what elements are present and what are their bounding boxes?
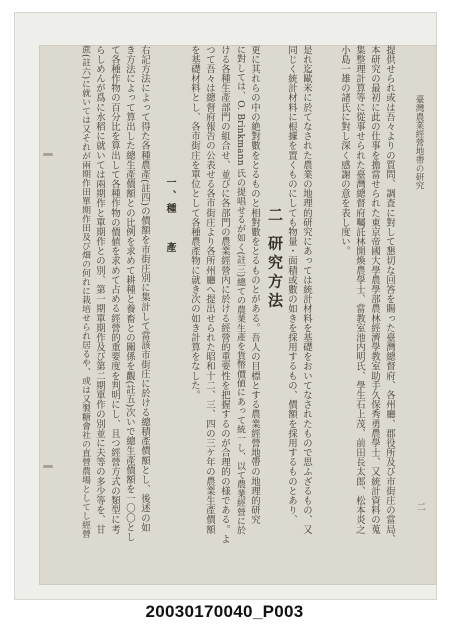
method-line: 同じく統計材料に根據を置くものにしても物量・面積或數の如きを採用するもの、價額を採用するものとあり、 bbox=[286, 45, 297, 525]
method-line: ける各種生產部門の組合せ、並びに各部門の農業經營内に於ける經營的重要性を把握するのが合理的の様である。よ bbox=[219, 45, 230, 544]
method-line: 更に其れらの中の絶對數をとるものと相對數をとるものとがある。吾人の目標とする農業經營地帶の地理的研究 bbox=[249, 45, 260, 525]
body-line: 蔗(註六)に就いては又それが兩期作田單期作田及び畑の何れに栽培せられ居るや、或は又製糖會社の直營農場としてし經營 bbox=[80, 45, 90, 539]
sub-heading: 一、種 產 bbox=[164, 177, 175, 255]
document-page bbox=[39, 45, 437, 585]
method-line: 是れ迄歐米に於てなされた農業の地理的研究にあっては統計材料を基礎をおいてなされたもので思ふざるもの、又 bbox=[301, 45, 312, 535]
staple-mark bbox=[43, 465, 53, 468]
body-line: き方法によって算出した總生產價額との比例を求めて耕種と養畜との關係を觀(註五)次いで總生產價額を一〇〇とし bbox=[124, 45, 135, 542]
intro-line: 本研究の最初に此の仕事を擔當せられた東京帝國大學農學部農林經濟學教室助手久保秀勇農學士、又統計資料の蒐 bbox=[369, 45, 380, 535]
intro-line: 提供せられ或は吾々よりの質問、調査に對して懇切な回答を賜った臺灣總督府、各州廳、郡役所及び市街庄の當局、 bbox=[384, 45, 395, 544]
body-line: て各種作物の百分比を算出して各種作物の價値を求めて占める經營的重要度を判明にし、且つ經營方式の類型に考 bbox=[109, 45, 120, 535]
section-heading: 二 研究方法 bbox=[266, 207, 284, 312]
body-line: 右記方法によって得た各種農產(註四)の價額を市街庄別に集計して當該市街庄に於ける總積產價額とし、後述の如 bbox=[139, 45, 150, 533]
staple-mark bbox=[43, 153, 53, 156]
method-line: に對しては、O. Brinkmann 氏の提唱せるが如く(註三)總ての農業生產を貨幣價値にあって統一し、以て農業經營に於 bbox=[235, 45, 245, 535]
page-number: 二 bbox=[417, 503, 427, 513]
method-line: つて吾々は總督府報告の公表せる各市街庄より各所州廳へ提出せられた昭和十二、三、四の三ケ年の農業生產價額 bbox=[204, 45, 215, 535]
archive-id-caption: 20030170040_P003 bbox=[145, 602, 304, 621]
intro-line: 小島一雄の諸氏に對し深く感謝の意を表し度い。 bbox=[339, 45, 350, 256]
running-head: 臺灣農業經營地帶の研究 bbox=[414, 95, 424, 190]
method-line: を基礎材料とし、各市街庄を單位として各種農產物に就き次の如き計算をなした。 bbox=[189, 45, 200, 400]
intro-line: 集整理計算等に從事せられた臺灣總督府囑託林開煥農學士、當教室池内明氏、學生石上茂、前田長太郎、松本炎之 bbox=[354, 45, 365, 535]
scan-card bbox=[14, 12, 437, 600]
body-line: らしめんが爲に水稻に就いては兩期作と單期作との別、第一期單期作及び第二期單作の別並に夫等の多少等を、甘 bbox=[94, 45, 105, 535]
